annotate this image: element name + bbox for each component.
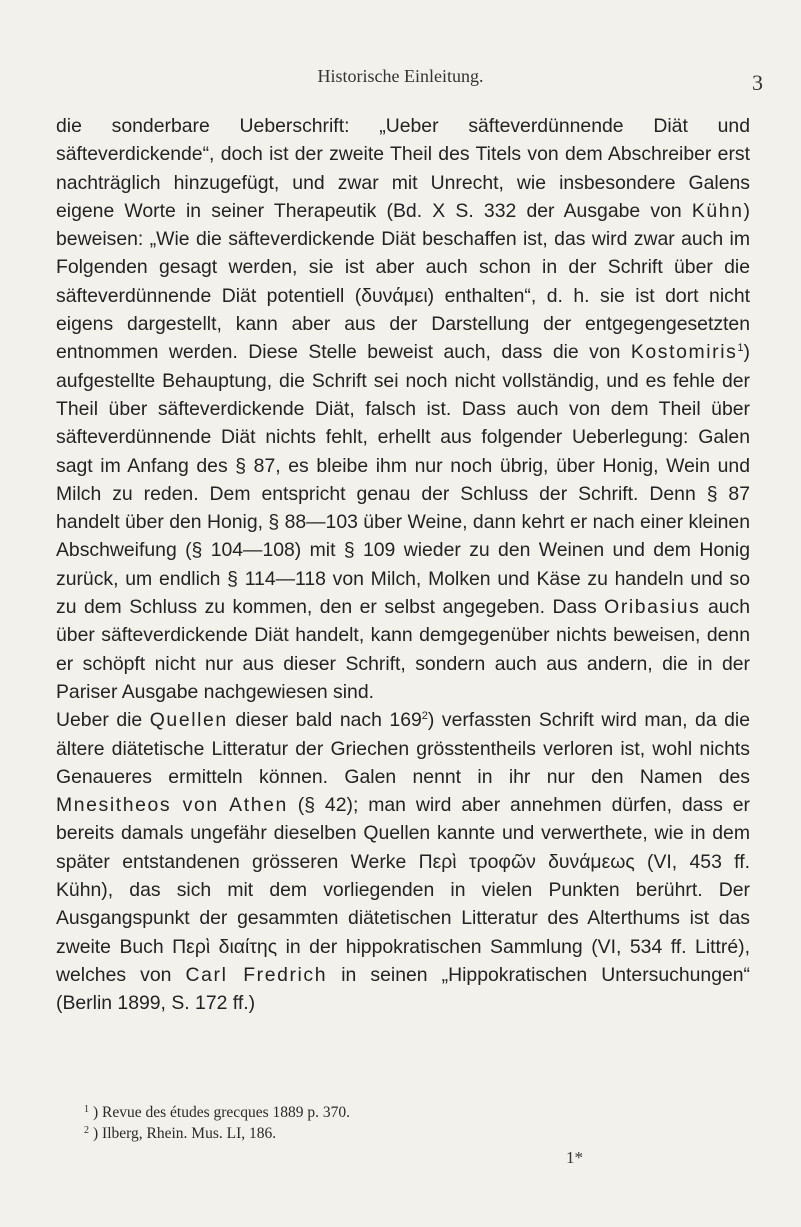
author-name-mnesitheos: Mnesitheos von Athen [56,794,288,817]
footnote-2 [84,1123,744,1144]
text-run: in seinen „Hippokratischen Untersuchungen“ (Berlin 1899, S. 172 ff.) [56,963,751,1015]
footnote-text: ) Ilberg, Rhein. Mus. LI, 186. [93,1125,277,1142]
author-name-kuhn: Kühn [691,199,744,222]
footnotes [84,1102,744,1144]
page-number: 3 [752,70,763,95]
signature-mark: 1* [566,1148,583,1167]
text-run: die sonderbare Ueberschrift: „Ueber säfteverdünnende Diät und säfteverdickende“, doch ist der zweite Theil des Titels von dem Abschreiber erst nachträglich hinzugefügt, und zwar mit Unrecht, wie insbesondere Galens eigene Worte in seiner Therapeutik (Bd. X S. 332 der Ausgabe von [56,115,750,222]
footnote-text: ) Revue des études grecques 1889 p. 370. [93,1104,350,1121]
text-run: auch über säfteverdickende Diät handelt, kann demgegenüber nichts beweisen, denn er schöpft nicht nur aus dieser Schrift, sondern auch aus andern, die in der Pariser Ausgabe nachgewiesen sind. [56,596,750,703]
running-head: Historische Einleitung. [317,66,484,86]
text-run: ) beweisen: „Wie die säfteverdickende Diät beschaffen ist, das wird zwar auch im Folgenden gesagt werden, sie ist aber auch schon in der Schrift über die säfteverdünnende Diät potentiell (δυνάμει) enthalten“, d. h. sie ist dort nicht eigens dargestellt, kann aber aus der Darstellung der entgegengesetzten entnommen werden. Diese Stelle beweist auch, dass die von [56,199,750,364]
author-name-kostomiris: Kostomiris [630,341,738,364]
paragraph-1 [56,112,750,706]
text-run: (§ 42); man wird aber annehmen dürfen, dass er bereits damals ungefähr dieselben Quellen kannte und verwerthete, wie in dem später entstandenen grösseren Werke Περὶ τροφῶν δυνάμεως (VI, 453 ff. Kühn), das sich mit dem vorliegenden in vielen Punkten berührt. Der Ausgangspunkt der gesammten diätetischen Litteratur des Alterthums ist das zweite Buch Περὶ διαίτης in der hippokratischen Sammlung (VI, 534 ff. Littré), welches von [56,794,750,986]
term-quellen: Quellen [149,709,228,732]
footnote-mark: 2 [84,1125,89,1136]
text-run: ) aufgestellte Behauptung, die Schrift sei noch nicht vollständig, und es fehle der Theil über säfteverdickende Diät, falsch ist. Dass auch von dem Theil über säfteverdünnende Diät nichts fehlt, erhellt aus folgender Ueberlegung: Galen sagt im Anfang des § 87, es bleibe ihm nur noch übrig, über Honig, Wein und Milch zu reden. Dem entspricht genau der Schluss der Schrift. Denn § 87 handelt über den Honig, § 88—103 über Weine, dann kehrt er nach einer kleinen Abschweifung (§ 104—108) mit § 109 wieder zu den Weinen und dem Honig zurück, um endlich § 114—118 von Milch, Molken und Käse zu handeln und so zu dem Schluss zu kommen, den er selbst angegeben. Dass [56,341,750,619]
footnote-mark: 1 [84,1104,89,1115]
author-name-oribasius: Oribasius [604,596,701,619]
footnote-reference-2: 2 [421,710,428,723]
body-text [56,112,750,1018]
author-name-fredrich: Carl Fredrich [185,963,328,986]
text-run: dieser bald nach 169 [227,709,422,732]
text-run: ) verfassten Schrift wird man, da die ältere diätetische Litteratur der Griechen grösstentheils verloren ist, wohl nichts Genaueres ermitteln können. Galen nennt in ihr nur den Namen des [56,709,750,788]
paragraph-2 [56,706,750,1017]
footnote-1 [84,1102,744,1123]
footnote-reference-1: 1 [737,342,744,355]
text-run: Ueber die [56,709,150,732]
